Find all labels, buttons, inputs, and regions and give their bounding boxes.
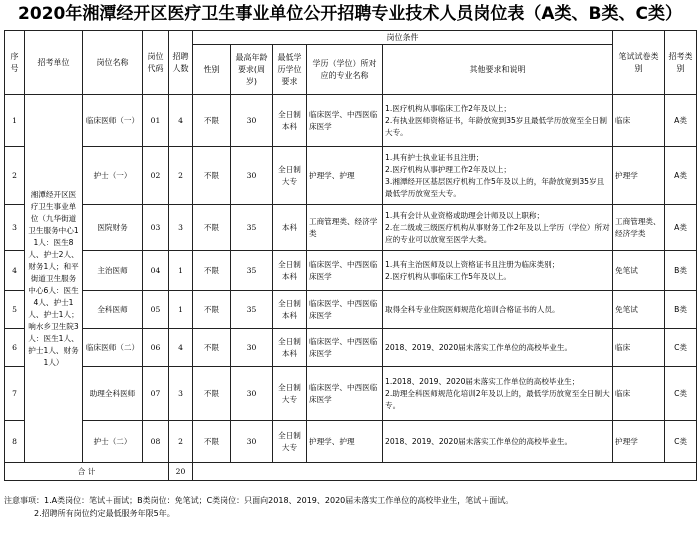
- row-post: 医院财务: [83, 205, 143, 251]
- unit-cell: 湘潭经开区医疗卫生事业单位（九华街道卫生服务中心11人：医生8人、护士2人、财务1人；和平街道卫生服务中心6人：医生4人、护士1人、护士1人；响水乡卫生院3人：医生1人、护士1人、财务1人）: [25, 95, 83, 463]
- header-gender: 性别: [193, 45, 231, 95]
- header-row-top: [5, 31, 697, 45]
- other-line: 2018、2019、2020届未落实工作单位的高校毕业生。: [385, 436, 573, 446]
- row-other: [383, 367, 613, 421]
- row-post: 临床医师（一）: [83, 95, 143, 147]
- row-category: A类: [665, 95, 697, 147]
- header-category: 招考类别: [665, 31, 697, 95]
- row-category: C类: [665, 421, 697, 463]
- header-post-name: 岗位名称: [83, 31, 143, 95]
- row-category: A类: [665, 147, 697, 205]
- row-count: 1: [169, 291, 193, 329]
- total-empty: [193, 463, 697, 481]
- other-line: 2.医疗机构从事临床工作5年及以上。: [385, 271, 511, 281]
- row-major: 护理学、护理: [307, 421, 383, 463]
- table-row: [5, 147, 697, 205]
- row-count: 3: [169, 205, 193, 251]
- other-line: 1.2018、2019、2020届未落实工作单位的高校毕业生；: [385, 376, 580, 386]
- row-edu: 全日制大专: [273, 421, 307, 463]
- total-row: [5, 463, 697, 481]
- row-code: 06: [143, 329, 169, 367]
- total-label: 合 计: [5, 463, 169, 481]
- header-seq: 序号: [5, 31, 25, 95]
- recruitment-table: [4, 30, 697, 481]
- row-count: 4: [169, 329, 193, 367]
- row-gender: 不限: [193, 421, 231, 463]
- total-count: 20: [169, 463, 193, 481]
- header-conditions: 岗位条件: [193, 31, 613, 45]
- row-exam: 临床: [613, 95, 665, 147]
- row-seq: 1: [5, 95, 25, 147]
- row-category: C类: [665, 367, 697, 421]
- row-edu: 全日制本科: [273, 95, 307, 147]
- row-major: 临床医学、中西医临床医学: [307, 329, 383, 367]
- header-max-age: 最高年龄要求(周岁): [231, 45, 273, 95]
- header-post-code: 岗位代码: [143, 31, 169, 95]
- row-other: [383, 205, 613, 251]
- other-line: 2.在二级或三级医疗机构从事财务工作2年及以上学历（学位）所对应的专业可以放宽至医学大类。: [385, 222, 610, 244]
- row-other: [383, 251, 613, 291]
- note-line-1: 注意事项：1.A类岗位：笔试＋面试；B类岗位：免笔试；C类岗位：只面向2018、2019、2020届未落实工作单位的高校毕业生，笔试＋面试。: [4, 496, 514, 505]
- row-age: 30: [231, 95, 273, 147]
- row-seq: 4: [5, 251, 25, 291]
- row-age: 30: [231, 367, 273, 421]
- row-age: 35: [231, 205, 273, 251]
- row-category: C类: [665, 329, 697, 367]
- row-count: 2: [169, 147, 193, 205]
- row-post: 护士（一）: [83, 147, 143, 205]
- row-seq: 7: [5, 367, 25, 421]
- other-line: 1.医疗机构从事临床工作2年及以上；: [385, 103, 511, 113]
- row-exam: 临床: [613, 329, 665, 367]
- table-row: [5, 421, 697, 463]
- row-gender: 不限: [193, 147, 231, 205]
- row-seq: 5: [5, 291, 25, 329]
- row-other: [383, 421, 613, 463]
- row-code: 02: [143, 147, 169, 205]
- other-line: 2018、2019、2020届未落实工作单位的高校毕业生。: [385, 342, 573, 352]
- row-category: B类: [665, 291, 697, 329]
- row-count: 3: [169, 367, 193, 421]
- row-gender: 不限: [193, 205, 231, 251]
- row-age: 35: [231, 251, 273, 291]
- row-post: 全科医师: [83, 291, 143, 329]
- row-count: 2: [169, 421, 193, 463]
- header-other: 其他要求和说明: [383, 45, 613, 95]
- row-other: [383, 291, 613, 329]
- table-row: [5, 329, 697, 367]
- other-line: 1.具有主治医师及以上资格证书且注册为临床类别；: [385, 259, 560, 269]
- row-exam: 临床: [613, 367, 665, 421]
- row-count: 4: [169, 95, 193, 147]
- row-code: 07: [143, 367, 169, 421]
- row-edu: 全日制本科: [273, 291, 307, 329]
- row-edu: 全日制大专: [273, 367, 307, 421]
- other-line: 2.有执业医师资格证书，年龄放宽到35岁且最低学历放宽至全日制大专。: [385, 115, 607, 137]
- row-major: 护理学、护理: [307, 147, 383, 205]
- row-exam: 工商管理类、经济学类: [613, 205, 665, 251]
- row-age: 35: [231, 291, 273, 329]
- header-exam-type: 笔试试卷类别: [613, 31, 665, 95]
- other-line: 1.具有护士执业证书且注册；: [385, 152, 484, 162]
- table-row: [5, 367, 697, 421]
- table-row: [5, 251, 697, 291]
- row-post: 临床医师（二）: [83, 329, 143, 367]
- row-major: 临床医学、中西医临床医学: [307, 291, 383, 329]
- row-edu: 本科: [273, 205, 307, 251]
- row-code: 08: [143, 421, 169, 463]
- row-major: 工商管理类、经济学类: [307, 205, 383, 251]
- row-seq: 3: [5, 205, 25, 251]
- other-line: 2.助理全科医师规范化培训2年及以上的，最低学历放宽至全日制大专。: [385, 388, 610, 410]
- row-age: 30: [231, 147, 273, 205]
- row-gender: 不限: [193, 95, 231, 147]
- row-edu: 全日制大专: [273, 147, 307, 205]
- row-gender: 不限: [193, 251, 231, 291]
- row-gender: 不限: [193, 329, 231, 367]
- row-code: 04: [143, 251, 169, 291]
- row-other: [383, 147, 613, 205]
- table-row: [5, 291, 697, 329]
- note-line-2: 2.招聘所有岗位约定最低服务年限5年。: [34, 509, 175, 518]
- row-code: 01: [143, 95, 169, 147]
- row-seq: 6: [5, 329, 25, 367]
- row-other: [383, 95, 613, 147]
- row-age: 30: [231, 421, 273, 463]
- row-exam: 免笔试: [613, 251, 665, 291]
- table-row: [5, 95, 697, 147]
- header-major: 学历（学位）所对应的专业名称: [307, 45, 383, 95]
- row-major: 临床医学、中西医临床医学: [307, 367, 383, 421]
- other-line: 取得全科专业住院医师规范化培训合格证书的人员。: [385, 304, 560, 314]
- row-exam: 免笔试: [613, 291, 665, 329]
- header-unit: 招考单位: [25, 31, 83, 95]
- row-category: B类: [665, 251, 697, 291]
- other-line: 1.具有会计从业资格或助理会计师及以上职称；: [385, 210, 545, 220]
- row-post: 主治医师: [83, 251, 143, 291]
- row-category: A类: [665, 205, 697, 251]
- header-count: 招聘人数: [169, 31, 193, 95]
- row-edu: 全日制本科: [273, 329, 307, 367]
- row-seq: 8: [5, 421, 25, 463]
- row-other: [383, 329, 613, 367]
- row-count: 1: [169, 251, 193, 291]
- row-gender: 不限: [193, 367, 231, 421]
- row-major: 临床医学、中西医临床医学: [307, 95, 383, 147]
- row-code: 03: [143, 205, 169, 251]
- other-line: 2.医疗机构从事护理工作2年及以上；: [385, 164, 511, 174]
- row-seq: 2: [5, 147, 25, 205]
- row-major: 临床医学、中西医临床医学: [307, 251, 383, 291]
- document-title: 2020年湘潭经开区医疗卫生事业单位公开招聘专业技术人员岗位表（A类、B类、C类）: [18, 4, 682, 24]
- row-code: 05: [143, 291, 169, 329]
- other-line: 3.湘潭经开区基层医疗机构工作5年及以上的，年龄放宽到35岁且最低学历放宽至大专。: [385, 176, 605, 198]
- row-gender: 不限: [193, 291, 231, 329]
- header-min-edu: 最低学历学位要求: [273, 45, 307, 95]
- row-post: 助理全科医师: [83, 367, 143, 421]
- row-post: 护士（二）: [83, 421, 143, 463]
- row-edu: 全日制本科: [273, 251, 307, 291]
- table-row: [5, 205, 697, 251]
- row-exam: 护理学: [613, 421, 665, 463]
- row-exam: 护理学: [613, 147, 665, 205]
- row-age: 30: [231, 329, 273, 367]
- notes: [4, 494, 694, 520]
